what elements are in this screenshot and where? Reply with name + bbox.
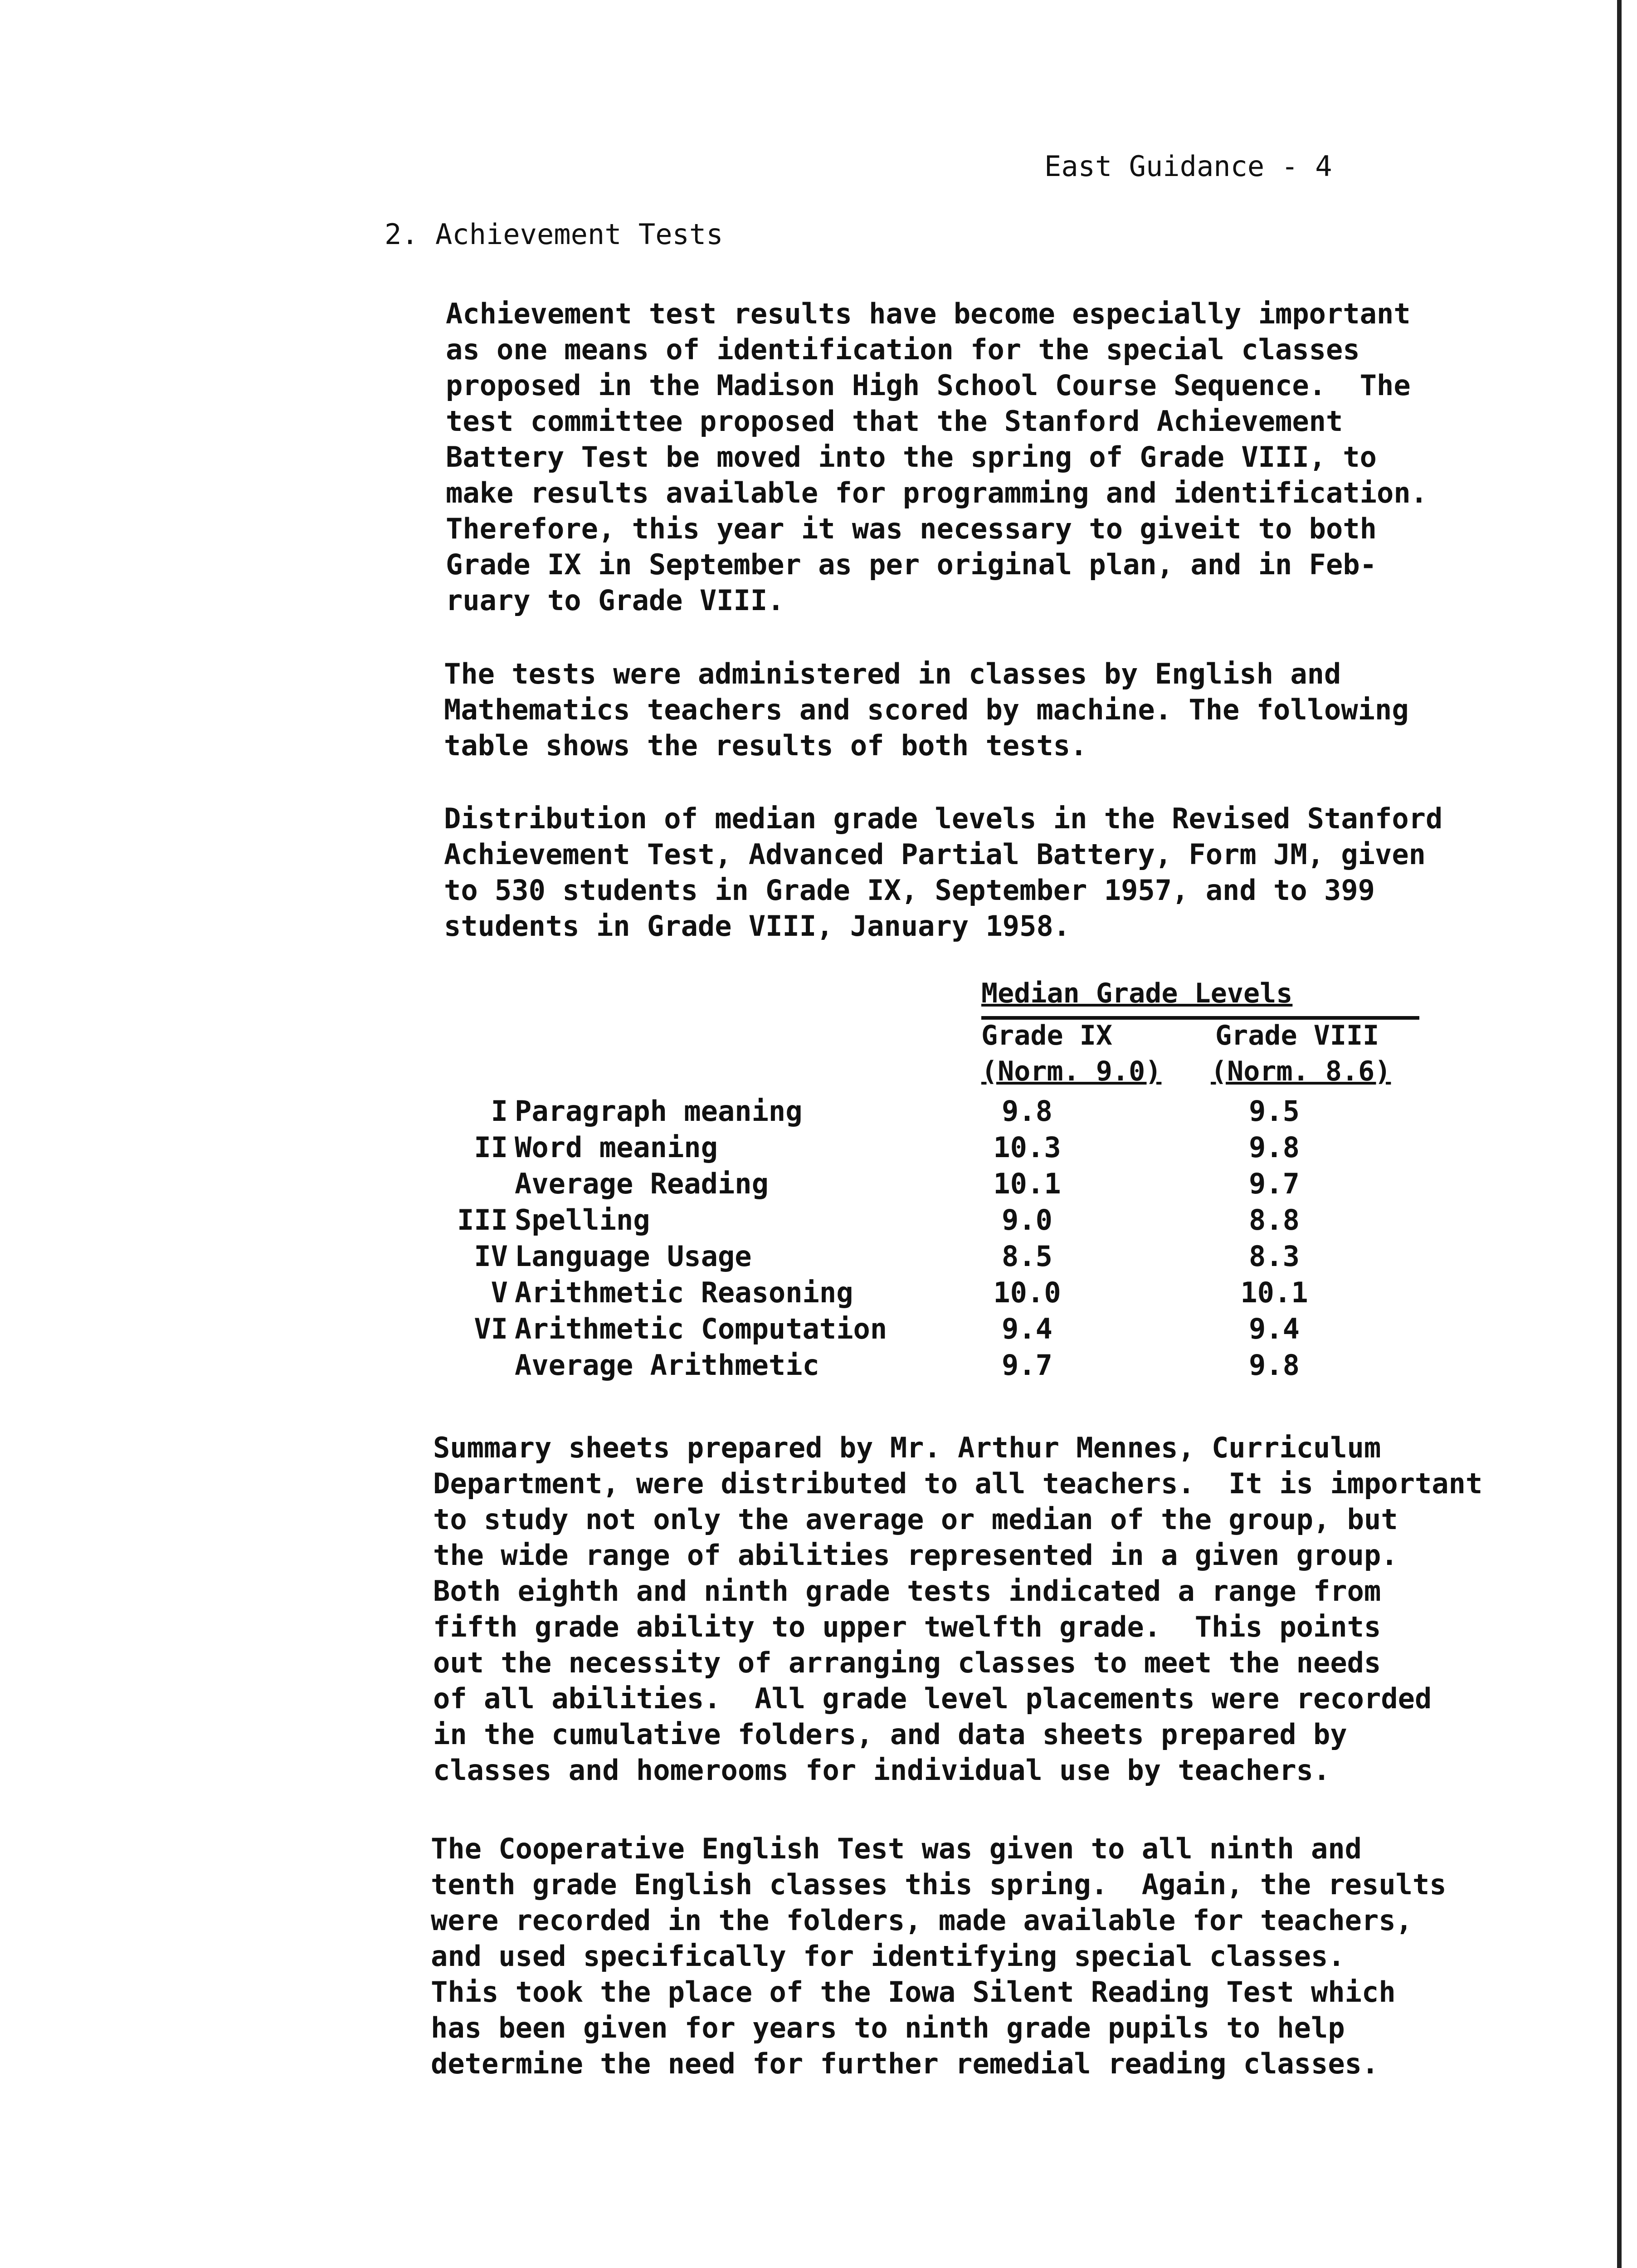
text-line: as one means of identification for the special classes	[446, 333, 1360, 366]
table-row	[431, 1095, 1451, 1131]
column-header-grade-ix: Grade IX	[981, 1020, 1112, 1051]
row-label: Language Usage	[515, 1240, 752, 1273]
text-line: Achievement test results have become especially important	[446, 297, 1411, 330]
grade-ix-value: 9.8	[1002, 1095, 1052, 1128]
text-line: The tests were administered in classes by English and	[444, 657, 1341, 690]
table-row	[431, 1312, 1451, 1349]
text-line: Summary sheets prepared by Mr. Arthur Mennes, Curriculum	[433, 1431, 1381, 1464]
text-line: classes and homerooms for individual use by teachers.	[433, 1754, 1330, 1787]
row-number: V	[491, 1276, 508, 1309]
grade-ix-value: 9.7	[1002, 1349, 1052, 1382]
grade-viii-value: 10.1	[1240, 1276, 1308, 1309]
table-row	[431, 1203, 1451, 1240]
text-line: to 530 students in Grade IX, September 1957, and to 399	[444, 874, 1375, 907]
text-line: This took the place of the Iowa Silent Reading Test which	[431, 1975, 1396, 2009]
text-line: fifth grade ability to upper twelfth grade. This points	[433, 1610, 1381, 1643]
grade-ix-value: 8.5	[1002, 1240, 1052, 1273]
row-number: IV	[474, 1240, 508, 1273]
grade-ix-value: 9.0	[1002, 1203, 1052, 1237]
text-line: students in Grade VIII, January 1958.	[444, 909, 1071, 943]
row-label: Paragraph meaning	[515, 1095, 803, 1128]
paragraph-cooperative-english	[431, 1831, 1447, 2082]
text-line: tenth grade English classes this spring. Again, the results	[431, 1868, 1447, 1901]
text-line: out the necessity of arranging classes to meet the needs	[433, 1646, 1381, 1679]
row-number: I	[491, 1095, 508, 1128]
paragraph-distribution	[444, 801, 1442, 944]
row-label: Arithmetic Reasoning	[515, 1276, 853, 1309]
column-header-grade-viii: Grade VIII	[1215, 1020, 1379, 1051]
text-line: determine the need for further remedial reading classes.	[431, 2047, 1379, 2080]
row-number: III	[457, 1203, 508, 1237]
text-line: Therefore, this year it was necessary to giveit to both	[446, 512, 1377, 545]
grade-ix-value: 10.0	[993, 1276, 1061, 1309]
column-norm-grade-viii: (Norm. 8.6)	[1211, 1056, 1391, 1087]
row-label: Average Arithmetic	[515, 1349, 819, 1382]
paragraph-achievement-intro	[446, 296, 1428, 618]
text-line: of all abilities. All grade level placements were recorded	[433, 1682, 1432, 1715]
row-number: II	[474, 1131, 508, 1164]
text-line: Grade IX in September as per original plan, and in Feb-	[446, 548, 1377, 581]
grade-viii-value: 8.3	[1249, 1240, 1300, 1273]
section-title: 2. Achievement Tests	[385, 218, 723, 251]
text-line: Distribution of median grade levels in the Revised Stanford	[444, 802, 1443, 835]
table-header-rule	[981, 1016, 1419, 1020]
grade-viii-value: 9.5	[1249, 1095, 1300, 1128]
text-line: Battery Test be moved into the spring of Grade VIII, to	[446, 440, 1377, 474]
table-row	[431, 1276, 1451, 1312]
grade-viii-value: 9.8	[1249, 1131, 1300, 1164]
text-line: were recorded in the folders, made available for teachers,	[431, 1904, 1413, 1937]
table-row	[431, 1240, 1451, 1276]
row-number: VI	[474, 1312, 508, 1345]
row-label: Arithmetic Computation	[515, 1312, 887, 1345]
text-line: proposed in the Madison High School Course Sequence. The	[446, 369, 1411, 402]
text-line: test committee proposed that the Stanford Achievement	[446, 405, 1343, 438]
row-label: Spelling	[515, 1203, 650, 1237]
table-group-header: Median Grade Levels	[981, 978, 1293, 1009]
grade-viii-value: 8.8	[1249, 1203, 1300, 1237]
page-header: East Guidance - 4	[1044, 150, 1332, 183]
grade-ix-value: 9.4	[1002, 1312, 1052, 1345]
text-line: ruary to Grade VIII.	[446, 584, 784, 617]
text-line: in the cumulative folders, and data sheets prepared by	[433, 1718, 1347, 1751]
text-line: the wide range of abilities represented in a given group.	[433, 1539, 1398, 1572]
paragraph-summary-sheets	[433, 1430, 1482, 1788]
grade-ix-value: 10.3	[993, 1131, 1061, 1164]
row-label: Average Reading	[515, 1167, 769, 1200]
text-line: Achievement Test, Advanced Partial Battery, Form JM, given	[444, 838, 1426, 871]
grade-viii-value: 9.8	[1249, 1349, 1300, 1382]
table-row	[431, 1131, 1451, 1167]
text-line: Mathematics teachers and scored by machine. The following	[444, 693, 1409, 726]
table-row	[431, 1349, 1451, 1385]
text-line: Both eighth and ninth grade tests indicated a range from	[433, 1574, 1381, 1608]
table-row	[431, 1167, 1451, 1203]
row-label: Word meaning	[515, 1131, 718, 1164]
text-line: to study not only the average or median of the group, but	[433, 1503, 1398, 1536]
paragraph-administration	[444, 656, 1409, 763]
median-grade-table	[431, 978, 1451, 1395]
grade-ix-value: 10.1	[993, 1167, 1061, 1200]
text-line: and used specifically for identifying special classes.	[431, 1940, 1345, 1973]
text-line: table shows the results of both tests.	[444, 729, 1087, 762]
text-line: The Cooperative English Test was given to all ninth and	[431, 1832, 1362, 1865]
column-norm-grade-ix: (Norm. 9.0)	[981, 1056, 1162, 1087]
text-line: Department, were distributed to all teachers. It is important	[433, 1467, 1483, 1500]
text-line: has been given for years to ninth grade pupils to help	[431, 2011, 1345, 2044]
page-edge-rule	[1617, 0, 1622, 2268]
grade-viii-value: 9.4	[1249, 1312, 1300, 1345]
text-line: make results available for programming and identification.	[446, 476, 1428, 509]
grade-viii-value: 9.7	[1249, 1167, 1300, 1200]
